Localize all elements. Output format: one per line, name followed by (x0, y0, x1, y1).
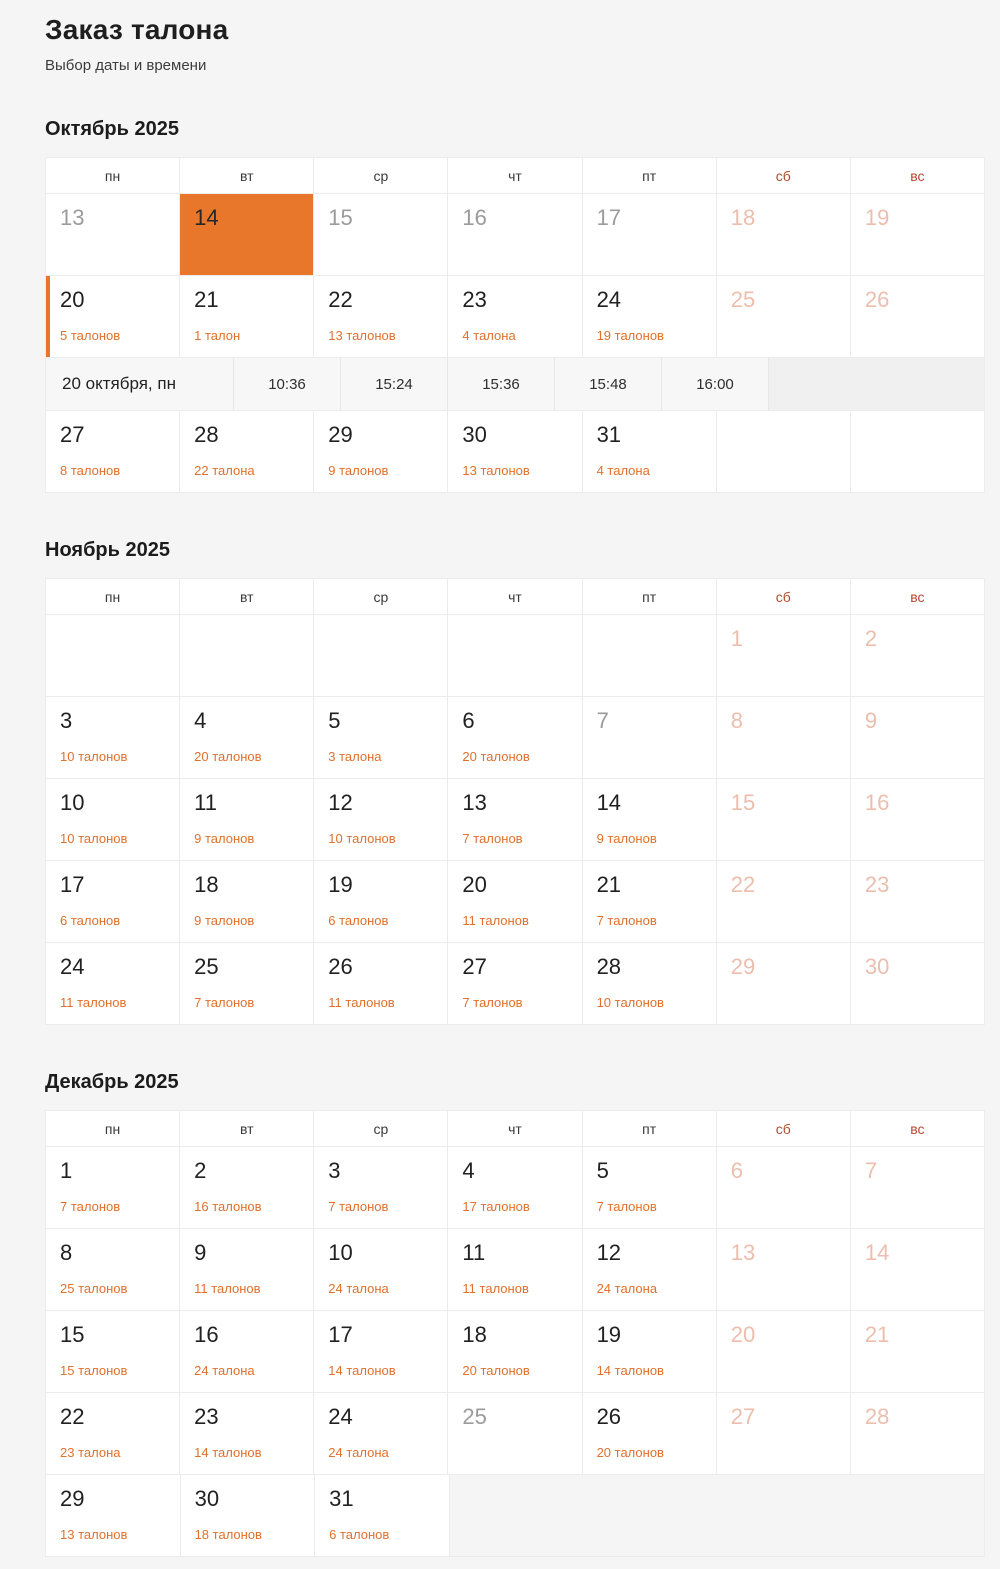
day-number: 27 (730, 1404, 756, 1429)
day-cell[interactable] (447, 943, 581, 1024)
day-number: 26 (864, 287, 890, 312)
day-number: 15 (60, 1322, 85, 1347)
day-cell[interactable] (313, 1311, 447, 1392)
tickets-count: 10 талонов (60, 831, 128, 847)
day-number: 16 (194, 1322, 219, 1347)
weekday-header: чт (447, 1111, 581, 1146)
month-title: Декабрь 2025 (45, 1071, 179, 1093)
day-cell (46, 194, 179, 275)
tickets-count: 7 талонов (194, 995, 255, 1011)
week-row (46, 1146, 984, 1228)
day-cell[interactable] (582, 411, 716, 492)
month-title: Октябрь 2025 (45, 118, 179, 140)
day-number: 2 (864, 626, 878, 651)
time-slot[interactable]: 16:00 (661, 358, 768, 410)
tickets-count: 19 талонов (596, 328, 664, 344)
day-cell (582, 697, 716, 778)
day-cell (582, 615, 716, 696)
tickets-count: 7 талонов (60, 1199, 121, 1215)
weekday-header-row (46, 579, 984, 614)
day-cell (716, 1311, 850, 1392)
weekday-header: чт (447, 158, 581, 193)
day-number: 23 (864, 872, 890, 897)
day-number: 20 (60, 287, 85, 312)
day-number: 16 (462, 205, 487, 230)
day-number: 28 (864, 1404, 890, 1429)
day-number: 8 (60, 1240, 73, 1265)
tickets-count: 7 талонов (328, 1199, 389, 1215)
day-number: 21 (194, 287, 219, 312)
day-cell[interactable] (582, 779, 716, 860)
weekday-header: ср (313, 158, 447, 193)
tickets-count: 24 талона (328, 1281, 389, 1297)
tickets-count: 7 талонов (596, 1199, 657, 1215)
page-title: Заказ талона (45, 14, 229, 45)
tickets-count: 6 талонов (328, 913, 389, 929)
day-number: 18 (194, 872, 219, 897)
day-number: 28 (194, 422, 219, 447)
day-cell (716, 943, 850, 1024)
tickets-count: 1 талон (194, 328, 241, 344)
day-cell (447, 1393, 581, 1474)
tickets-count: 18 талонов (194, 1527, 262, 1543)
tickets-count: 11 талонов (462, 913, 529, 929)
day-number: 3 (328, 1158, 341, 1183)
day-number: 14 (194, 205, 219, 230)
week-row (46, 275, 984, 357)
weekday-header: вт (179, 579, 313, 614)
week-row (46, 614, 984, 696)
month-title: Ноябрь 2025 (45, 539, 170, 561)
day-number: 6 (730, 1158, 743, 1183)
day-cell (716, 276, 850, 357)
day-number: 16 (864, 790, 890, 815)
day-cell (850, 615, 984, 696)
weekday-header: вс (850, 158, 984, 193)
day-number: 23 (462, 287, 487, 312)
day-number: 26 (328, 954, 353, 979)
day-cell (716, 861, 850, 942)
weekday-header: чт (447, 579, 581, 614)
day-cell[interactable] (313, 697, 447, 778)
weekday-header: пт (582, 158, 716, 193)
day-cell[interactable] (180, 1475, 315, 1556)
day-cell[interactable] (179, 943, 313, 1024)
weekday-header: сб (716, 158, 850, 193)
day-number: 19 (864, 205, 890, 230)
weekday-header: вт (179, 158, 313, 193)
day-number: 31 (596, 422, 622, 447)
day-cell (850, 861, 984, 942)
day-number: 10 (60, 790, 85, 815)
tickets-count: 23 талона (60, 1445, 121, 1461)
week-row (46, 193, 984, 275)
tickets-count: 9 талонов (194, 831, 255, 847)
tickets-count: 9 талонов (596, 831, 657, 847)
times-row-label: 20 октября, пн (62, 374, 176, 393)
week-row (46, 1310, 984, 1392)
day-cell[interactable] (313, 1393, 447, 1474)
day-number: 7 (596, 708, 609, 733)
tickets-count: 13 талонов (60, 1527, 128, 1543)
day-cell[interactable] (46, 779, 179, 860)
day-cell[interactable] (447, 1147, 581, 1228)
day-number: 12 (328, 790, 353, 815)
day-number: 25 (462, 1404, 487, 1429)
day-cell (850, 411, 984, 492)
day-number: 10 (328, 1240, 353, 1265)
day-cell[interactable] (582, 276, 716, 357)
day-number: 11 (194, 790, 217, 815)
tickets-count: 17 талонов (462, 1199, 530, 1215)
week-row (46, 696, 984, 778)
day-cell[interactable] (313, 861, 447, 942)
tickets-count: 24 талона (328, 1445, 389, 1461)
day-cell[interactable] (179, 861, 313, 942)
day-cell[interactable] (447, 1229, 581, 1310)
day-cell (850, 779, 984, 860)
tickets-count: 4 талона (596, 463, 650, 479)
day-number: 3 (60, 708, 73, 733)
tickets-count: 6 талонов (329, 1527, 390, 1543)
tickets-count: 7 талонов (462, 831, 523, 847)
day-cell[interactable] (447, 779, 581, 860)
tickets-count: 14 талонов (596, 1363, 664, 1379)
day-number: 6 (462, 708, 475, 733)
weekday-header: пт (582, 1111, 716, 1146)
tickets-count: 20 талонов (462, 1363, 530, 1379)
weekday-header: ср (313, 1111, 447, 1146)
day-cell (447, 194, 581, 275)
day-number: 4 (194, 708, 207, 733)
day-number: 13 (730, 1240, 756, 1265)
day-number: 17 (596, 205, 622, 230)
weekday-header: вт (179, 1111, 313, 1146)
day-cell[interactable] (313, 779, 447, 860)
tickets-count: 20 талонов (194, 749, 262, 765)
day-number: 18 (462, 1322, 487, 1347)
day-cell (716, 697, 850, 778)
day-cell (716, 1393, 850, 1474)
day-cell[interactable] (447, 276, 581, 357)
day-number: 13 (60, 205, 85, 230)
tickets-count: 9 талонов (194, 913, 255, 929)
day-number: 29 (60, 1486, 85, 1511)
weekday-header: сб (716, 579, 850, 614)
day-cell[interactable] (179, 1311, 313, 1392)
weekday-header: пн (46, 1111, 179, 1146)
day-cell[interactable] (313, 276, 447, 357)
day-cell (313, 194, 447, 275)
day-cell (717, 1475, 851, 1556)
day-cell[interactable] (447, 411, 581, 492)
month-block (45, 1071, 985, 1557)
day-number: 5 (328, 708, 341, 733)
day-number: 23 (194, 1404, 219, 1429)
weekday-header: вс (850, 579, 984, 614)
day-number: 21 (864, 1322, 890, 1347)
day-cell[interactable] (447, 861, 581, 942)
months-container (45, 118, 985, 1557)
time-slot[interactable]: 15:24 (340, 358, 447, 410)
day-cell[interactable] (46, 861, 179, 942)
day-cell[interactable] (179, 1393, 313, 1474)
day-cell (46, 615, 179, 696)
day-cell (583, 1475, 717, 1556)
day-cell[interactable] (313, 1229, 447, 1310)
day-cell[interactable] (46, 276, 179, 357)
tickets-count: 13 талонов (328, 328, 396, 344)
day-number: 4 (462, 1158, 475, 1183)
day-number: 15 (328, 205, 353, 230)
tickets-count: 25 талонов (60, 1281, 128, 1297)
day-number: 14 (864, 1240, 890, 1265)
day-cell[interactable] (179, 1229, 313, 1310)
tickets-count: 5 талонов (60, 328, 121, 344)
day-cell (447, 615, 581, 696)
day-number: 27 (60, 422, 85, 447)
week-row (46, 860, 984, 942)
day-cell (850, 697, 984, 778)
week-row (46, 1392, 984, 1474)
calendar-table (45, 157, 985, 493)
day-number: 19 (328, 872, 353, 897)
page-subtitle: Выбор даты и времени (45, 57, 207, 74)
day-cell[interactable] (46, 1393, 179, 1474)
day-number: 17 (328, 1322, 353, 1347)
day-cell[interactable] (582, 1147, 716, 1228)
day-cell[interactable] (447, 1311, 581, 1392)
day-cell[interactable] (46, 1147, 179, 1228)
day-cell[interactable] (46, 1475, 180, 1556)
day-number: 30 (864, 954, 890, 979)
day-number: 5 (596, 1158, 609, 1183)
tickets-count: 10 талонов (328, 831, 396, 847)
day-number: 22 (730, 872, 756, 897)
calendar-table (45, 1110, 985, 1557)
week-row (46, 778, 984, 860)
day-number: 20 (730, 1322, 756, 1347)
tickets-count: 11 талонов (462, 1281, 529, 1297)
day-cell[interactable] (582, 1393, 716, 1474)
day-number: 2 (194, 1158, 207, 1183)
month-block (45, 539, 985, 1025)
day-cell[interactable] (46, 1229, 179, 1310)
tickets-count: 11 талонов (194, 1281, 261, 1297)
weekday-header: вс (850, 1111, 984, 1146)
day-number: 24 (596, 287, 622, 312)
day-cell (850, 1393, 984, 1474)
day-number: 28 (596, 954, 622, 979)
day-number: 11 (462, 1240, 486, 1265)
tickets-count: 11 талонов (60, 995, 127, 1011)
day-number: 26 (596, 1404, 622, 1429)
day-cell[interactable] (46, 1311, 179, 1392)
day-number: 13 (462, 790, 487, 815)
day-number: 17 (60, 872, 85, 897)
tickets-count: 13 талонов (462, 463, 530, 479)
day-number: 29 (328, 422, 353, 447)
day-number: 30 (194, 1486, 220, 1511)
day-number: 18 (730, 205, 756, 230)
tickets-count: 16 талонов (194, 1199, 262, 1215)
day-number: 19 (596, 1322, 622, 1347)
day-number: 22 (328, 287, 353, 312)
day-number: 1 (730, 626, 743, 651)
page-header (45, 14, 985, 74)
tickets-count: 3 талона (328, 749, 382, 765)
day-number: 25 (730, 287, 756, 312)
day-cell (850, 276, 984, 357)
day-cell[interactable] (582, 943, 716, 1024)
tickets-count: 24 талона (194, 1363, 255, 1379)
day-cell[interactable] (582, 1229, 716, 1310)
tickets-count: 7 талонов (596, 913, 657, 929)
day-cell[interactable] (46, 411, 179, 492)
month-block (45, 118, 985, 493)
tickets-count: 10 талонов (596, 995, 664, 1011)
day-cell (179, 615, 313, 696)
day-cell (716, 194, 850, 275)
tickets-count: 15 талонов (60, 1363, 128, 1379)
day-cell (449, 1475, 584, 1556)
tickets-count: 10 талонов (60, 749, 128, 765)
day-cell[interactable] (46, 943, 179, 1024)
day-number: 15 (730, 790, 756, 815)
day-number: 24 (328, 1404, 353, 1429)
day-cell[interactable] (447, 697, 581, 778)
tickets-count: 4 талона (462, 328, 516, 344)
day-cell[interactable] (582, 861, 716, 942)
day-cell[interactable] (179, 779, 313, 860)
day-number: 12 (596, 1240, 622, 1265)
day-number: 22 (60, 1404, 85, 1429)
time-slot[interactable]: 10:36 (233, 358, 340, 410)
time-slot[interactable]: 15:36 (447, 358, 554, 410)
tickets-count: 20 талонов (462, 749, 530, 765)
day-cell (716, 779, 850, 860)
day-cell (850, 943, 984, 1024)
day-cell[interactable] (313, 1147, 447, 1228)
day-cell[interactable] (314, 1475, 449, 1556)
day-cell (850, 1311, 984, 1392)
day-cell (716, 411, 850, 492)
time-slots-row (46, 357, 984, 410)
day-number: 29 (730, 954, 756, 979)
day-cell[interactable] (582, 1311, 716, 1392)
week-row (46, 942, 984, 1024)
day-number: 24 (60, 954, 85, 979)
tickets-count: 20 талонов (596, 1445, 664, 1461)
day-number: 1 (60, 1158, 73, 1183)
day-cell (850, 194, 984, 275)
day-cell (850, 1475, 984, 1556)
day-cell[interactable] (179, 276, 313, 357)
day-number: 31 (329, 1486, 354, 1511)
day-number: 9 (194, 1240, 207, 1265)
tickets-count: 14 талонов (194, 1445, 262, 1461)
weekday-header: пн (46, 158, 179, 193)
tickets-count: 22 талона (194, 463, 255, 479)
times-row-filler (768, 358, 984, 410)
tickets-count: 8 талонов (60, 463, 121, 479)
day-number: 21 (596, 872, 622, 897)
week-row (46, 1474, 984, 1556)
week-row (46, 1228, 984, 1310)
week-row (46, 410, 984, 492)
tickets-count: 9 талонов (328, 463, 389, 479)
day-number: 20 (462, 872, 487, 897)
calendar-table (45, 578, 985, 1025)
day-cell[interactable] (313, 943, 447, 1024)
weekday-header: ср (313, 579, 447, 614)
day-cell (716, 1147, 850, 1228)
day-cell[interactable] (179, 697, 313, 778)
tickets-count: 24 талона (596, 1281, 658, 1297)
day-number: 8 (730, 708, 743, 733)
day-cell[interactable] (179, 411, 313, 492)
day-cell (582, 194, 716, 275)
day-cell[interactable] (179, 194, 313, 275)
tickets-count: 6 талонов (60, 913, 121, 929)
day-cell (313, 615, 447, 696)
weekday-header-row (46, 158, 984, 193)
day-number: 14 (596, 790, 622, 815)
day-number: 27 (462, 954, 487, 979)
day-number: 30 (462, 422, 487, 447)
weekday-header: пн (46, 579, 179, 614)
day-cell[interactable] (179, 1147, 313, 1228)
day-number: 25 (194, 954, 219, 979)
day-cell[interactable] (46, 697, 179, 778)
tickets-count: 11 талонов (328, 995, 395, 1011)
weekday-header: пт (582, 579, 716, 614)
tickets-count: 14 талонов (328, 1363, 396, 1379)
weekday-header-row (46, 1111, 984, 1146)
tickets-count: 7 талонов (462, 995, 523, 1011)
day-number: 9 (864, 708, 878, 733)
day-cell[interactable] (313, 411, 447, 492)
day-cell (850, 1147, 984, 1228)
day-number: 7 (864, 1158, 878, 1183)
day-cell (716, 615, 850, 696)
day-cell (850, 1229, 984, 1310)
weekday-header: сб (716, 1111, 850, 1146)
day-cell (716, 1229, 850, 1310)
time-slot[interactable]: 15:48 (554, 358, 661, 410)
